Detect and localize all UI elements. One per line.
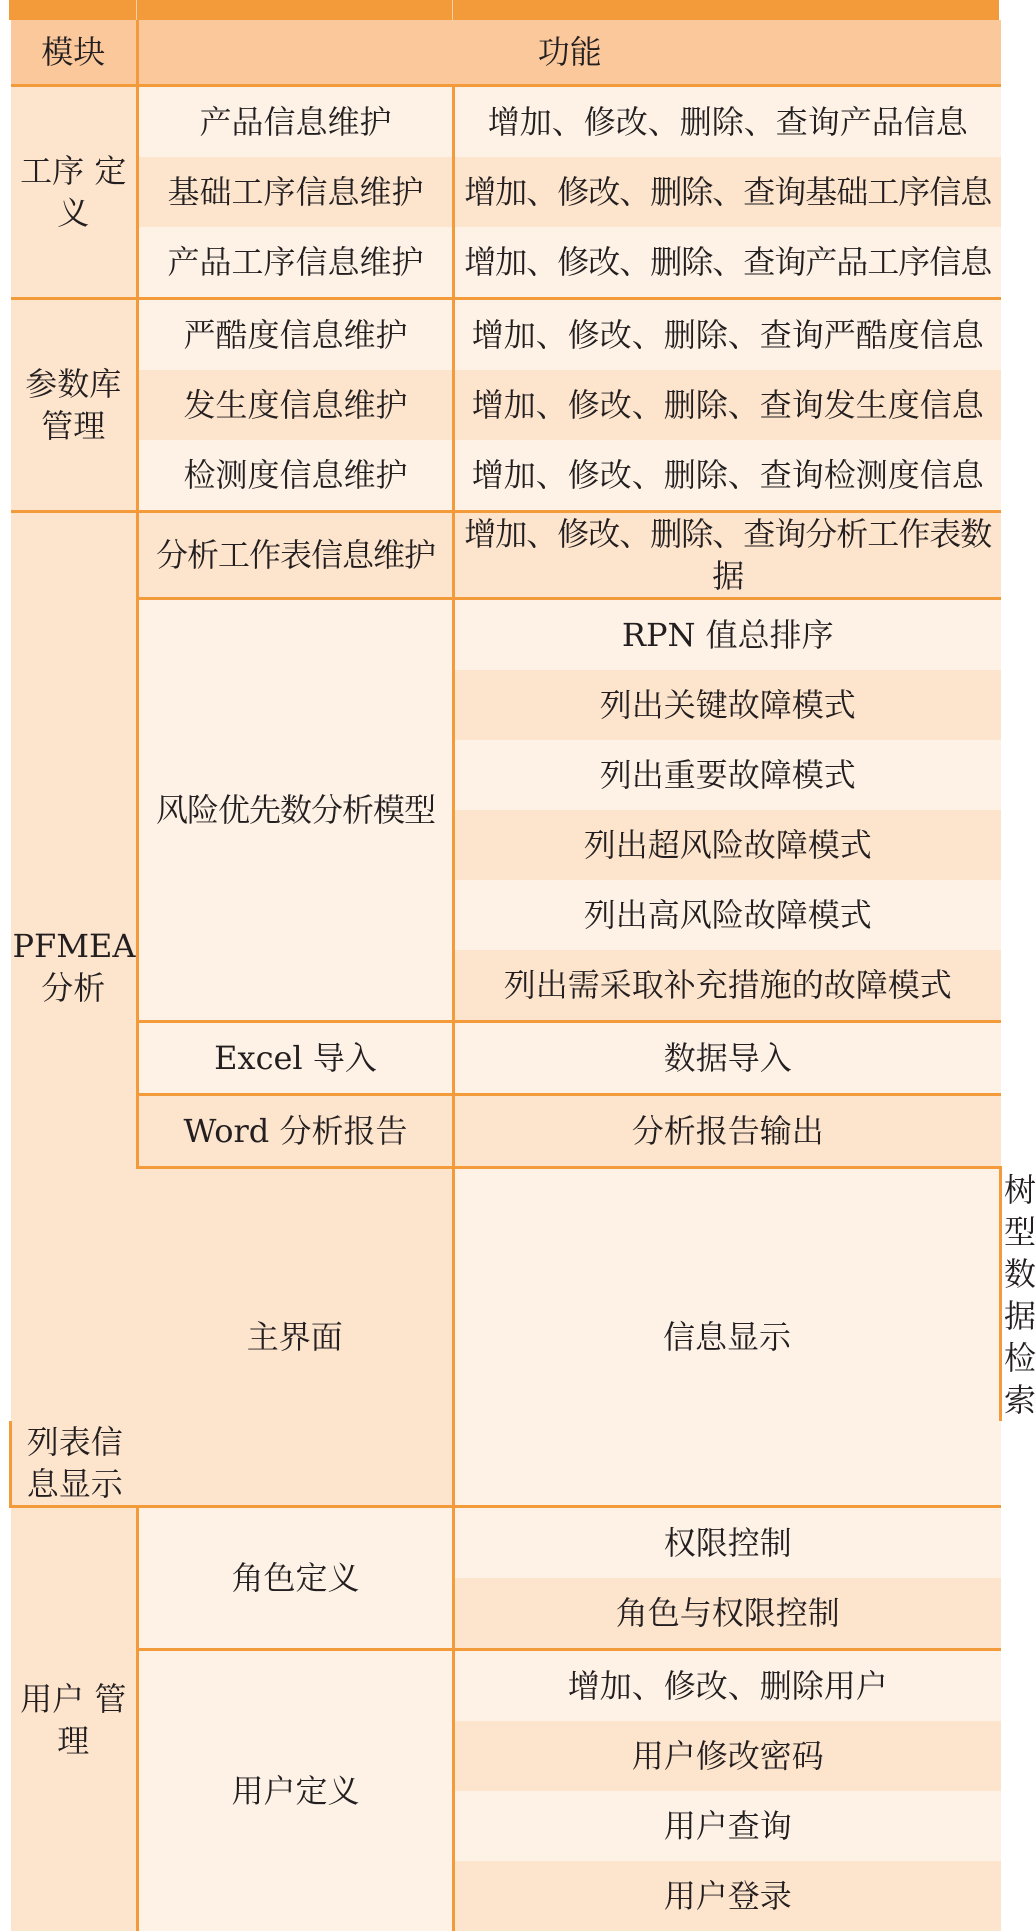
submodule-cell: 风险优先数分析模型 xyxy=(138,599,454,1022)
module-cell: 参数库 管理 xyxy=(11,299,138,512)
module-cell: 用户 管理 xyxy=(11,1507,138,1931)
header-function: 功能 xyxy=(138,20,1001,86)
function-cell: 列表信息显示 xyxy=(11,1421,138,1507)
table-row xyxy=(11,299,1001,371)
module-cell: 工序 定义 xyxy=(11,86,138,299)
function-cell: 增加、修改、删除、查询基础工序信息 xyxy=(454,157,1001,227)
table-row xyxy=(11,227,1001,299)
submodule-cell: 严酷度信息维护 xyxy=(138,299,454,371)
submodule-cell: 用户定义 xyxy=(138,1650,454,1931)
submodule-cell: Word 分析报告 xyxy=(138,1095,454,1168)
submodule-cell: 信息显示 xyxy=(454,1168,1001,1507)
function-cell: 角色与权限控制 xyxy=(454,1578,1001,1650)
function-cell: 增加、修改、删除、查询发生度信息 xyxy=(454,370,1001,440)
submodule-cell: 产品信息维护 xyxy=(138,86,454,158)
table-row: 主界面 信息显示 树型数据检索 xyxy=(11,1168,1001,1422)
function-cell: 增加、修改、删除、查询产品信息 xyxy=(454,86,1001,158)
submodule-cell: 角色定义 xyxy=(138,1507,454,1650)
module-function-table xyxy=(9,20,1001,1931)
module-cell: 主界面 xyxy=(138,1168,454,1507)
submodule-cell: 产品工序信息维护 xyxy=(138,227,454,299)
table-row xyxy=(11,1650,1001,1722)
function-cell: 增加、修改、删除、查询检测度信息 xyxy=(454,440,1001,512)
table-wrapper xyxy=(9,0,999,1931)
submodule-cell: 发生度信息维护 xyxy=(138,370,454,440)
table-row xyxy=(11,370,1001,440)
function-cell: 用户修改密码 xyxy=(454,1721,1001,1791)
table-row xyxy=(11,157,1001,227)
function-cell: 列出超风险故障模式 xyxy=(454,810,1001,880)
submodule-cell: 检测度信息维护 xyxy=(138,440,454,512)
function-cell: 增加、修改、删除、查询分析工作表数据 xyxy=(454,512,1001,599)
function-cell: 用户登录 xyxy=(454,1861,1001,1931)
table-row xyxy=(11,440,1001,512)
function-cell: 权限控制 xyxy=(454,1507,1001,1579)
submodule-cell: 基础工序信息维护 xyxy=(138,157,454,227)
function-cell: 增加、修改、删除、查询严酷度信息 xyxy=(454,299,1001,371)
table-row xyxy=(11,1022,1001,1095)
function-cell: RPN 值总排序 xyxy=(454,599,1001,671)
function-cell: 列出关键故障模式 xyxy=(454,670,1001,740)
function-cell: 增加、修改、删除、查询产品工序信息 xyxy=(454,227,1001,299)
function-cell: 列出重要故障模式 xyxy=(454,740,1001,810)
header-row xyxy=(11,20,1001,86)
table-row xyxy=(11,599,1001,671)
submodule-cell: 分析工作表信息维护 xyxy=(138,512,454,599)
function-cell: 用户查询 xyxy=(454,1791,1001,1861)
header-module: 模块 xyxy=(11,20,138,86)
function-cell: 增加、修改、删除用户 xyxy=(454,1650,1001,1722)
table-row xyxy=(11,512,1001,599)
table-row xyxy=(11,1095,1001,1168)
table-top-bar xyxy=(9,0,999,20)
function-cell: 列出高风险故障模式 xyxy=(454,880,1001,950)
function-cell: 列出需采取补充措施的故障模式 xyxy=(454,950,1001,1022)
table-row xyxy=(11,1507,1001,1579)
module-cell: PFMEA 分析 xyxy=(11,512,138,1422)
function-cell: 数据导入 xyxy=(454,1022,1001,1095)
submodule-cell: Excel 导入 xyxy=(138,1022,454,1095)
function-cell: 分析报告输出 xyxy=(454,1095,1001,1168)
table-row xyxy=(11,86,1001,158)
